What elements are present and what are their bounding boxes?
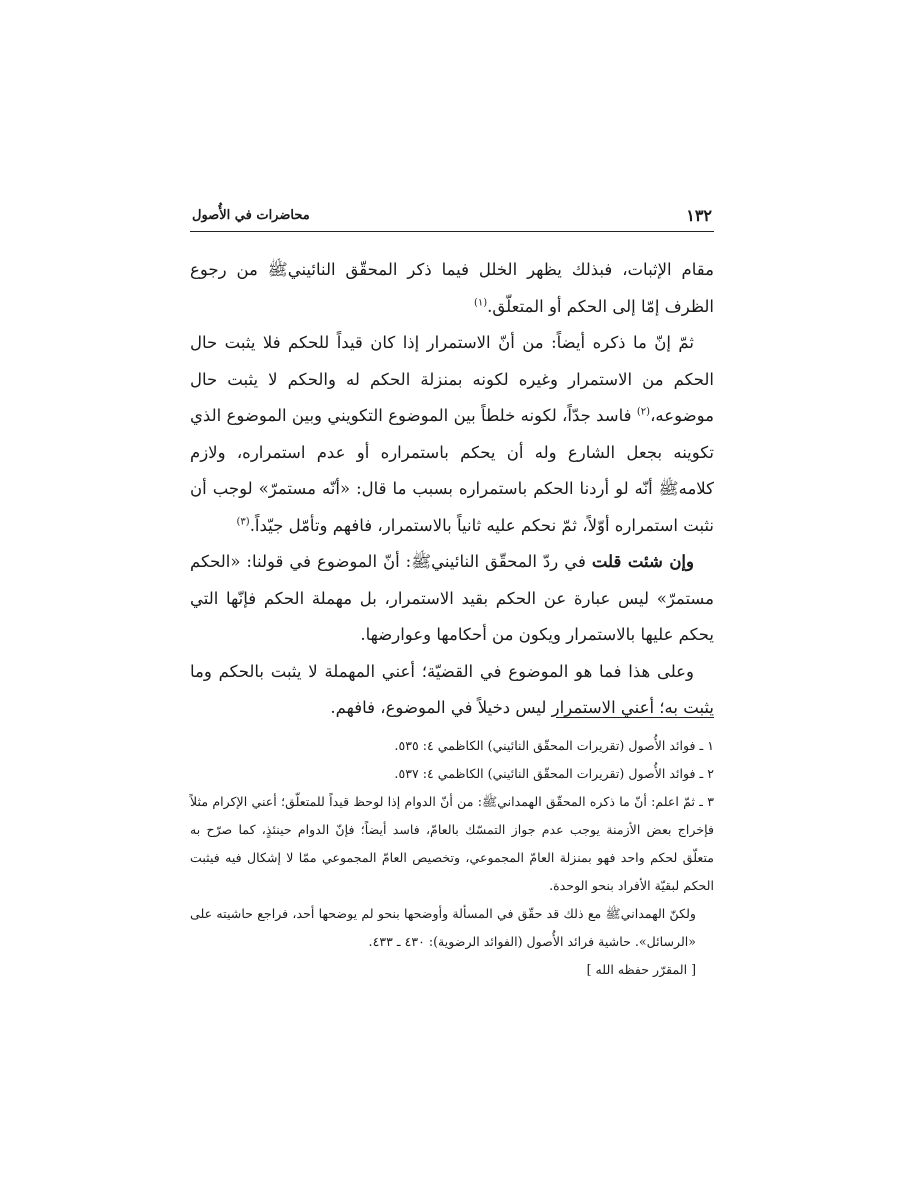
header-divider xyxy=(190,231,714,232)
footnote-ref-3: (٣) xyxy=(236,516,250,527)
paragraph-1 xyxy=(190,252,714,325)
footnote-3-continuation: ولكنّ الهمدانيﷺ مع ذلك قد حقّق في المسألة وأوضحها بنحو لم يوضحها أحد، فراجع حاشيته على «الرسائل». حاشية فرائد الأُصول (الفوائد الرضوية): ٤٣٠ ـ ٤٣٣. xyxy=(190,906,696,949)
footnote-2: ٢ ـ فوائد الأُصول (تقريرات المحقّق النائيني) الكاظمي ٤: ٥٣٧. xyxy=(394,766,714,781)
footnote-ref-1: (١) xyxy=(473,297,488,308)
page-number: ١٣٢ xyxy=(686,206,712,225)
paragraph-2 xyxy=(190,325,714,544)
footnote-1: ١ ـ فوائد الأُصول (تقريرات المحقّق النائيني) الكاظمي ٤: ٥٣٥. xyxy=(394,738,714,753)
paragraph-4-text: وعلى هذا فما هو الموضوع في القضيّة؛ أعني المهملة لا يثبت بالحكم وما يثبت به؛ أعني الاستمرار ليس دخيلاً في الموضوع، فافهم. xyxy=(190,661,714,717)
paragraph-3 xyxy=(190,544,714,654)
paragraph-3-text: في ردّ المحقّق النائينيﷺ: أنّ الموضوع في قولنا: «الحكم مستمرّ» ليس عبارة عن الحكم بقيد الاستمرار، بل مهملة الحكم فإنّها التي يحكم عليها بالاستمرار ويكون من أحكامها وعوارضها. xyxy=(190,552,714,644)
paragraph-4 xyxy=(190,654,714,727)
running-title: محاضرات في الأُصول xyxy=(192,208,310,223)
paragraph-3-lead: وإن شئت قلت xyxy=(591,552,694,571)
footnote-3-signature: [ المقرّر حفظه الله ] xyxy=(586,962,696,977)
paragraph-1-text: مقام الإثبات، فبذلك يظهر الخلل فيما ذكر المحقّق النائينيﷺ من رجوع الظرف إمّا إلى الحكم أو المتعلّق. xyxy=(190,260,714,316)
paragraph-2-text-b: فاسد جدّاً، لكونه خلطاً بين الموضوع التكويني وبين الموضوع الذي تكوينه بجعل الشارع وله أن يحكم باستمراره أو عدم استمراره، ولازم كلامهﷺ أنّه لو أردنا الحكم باستمراره بسبب ما قال: «أنّه مستمرّ» لوجب أن نثبت استمراره أوّلاً، ثمّ نحكم عليه ثانياً بالاستمرار، فافهم وتأمّل جيّداً. xyxy=(190,406,714,535)
paragraph-2-text-a: ثمّ إنّ ما ذكره أيضاً: من أنّ الاستمرار إذا كان قيداً للحكم فلا يثبت حال الحكم من الاستمرار وغيره لكونه بمنزلة الحكم له والحكم لا يثبت حال موضوعه، xyxy=(190,333,714,425)
footnote-ref-2: (٢) xyxy=(636,406,651,418)
main-text xyxy=(190,252,714,727)
footnote-3: ٣ ـ ثمّ اعلم: أنّ ما ذكره المحقّق الهمدانيﷺ: من أنّ الدوام إذا لوحظ قيداً للمتعلّق؛ أعني الإكرام مثلاً فإخراج بعض الأزمنة يوجب عدم جواز التمسّك بالعامّ، فاسد أيضاً؛ فإنّ الدوام حينئذٍ، كما صرّح به متعلّق لحكم واحد فهو بمنزلة العامّ المجموعي، وتخصيص العامّ المجموعي ممّا لا إشكال فيه فيثبت الحكم لبقيّة الأفراد بنحو الوحدة. xyxy=(190,794,714,893)
footnote-divider xyxy=(556,717,714,718)
footnotes xyxy=(190,732,714,984)
page-header xyxy=(190,204,714,232)
